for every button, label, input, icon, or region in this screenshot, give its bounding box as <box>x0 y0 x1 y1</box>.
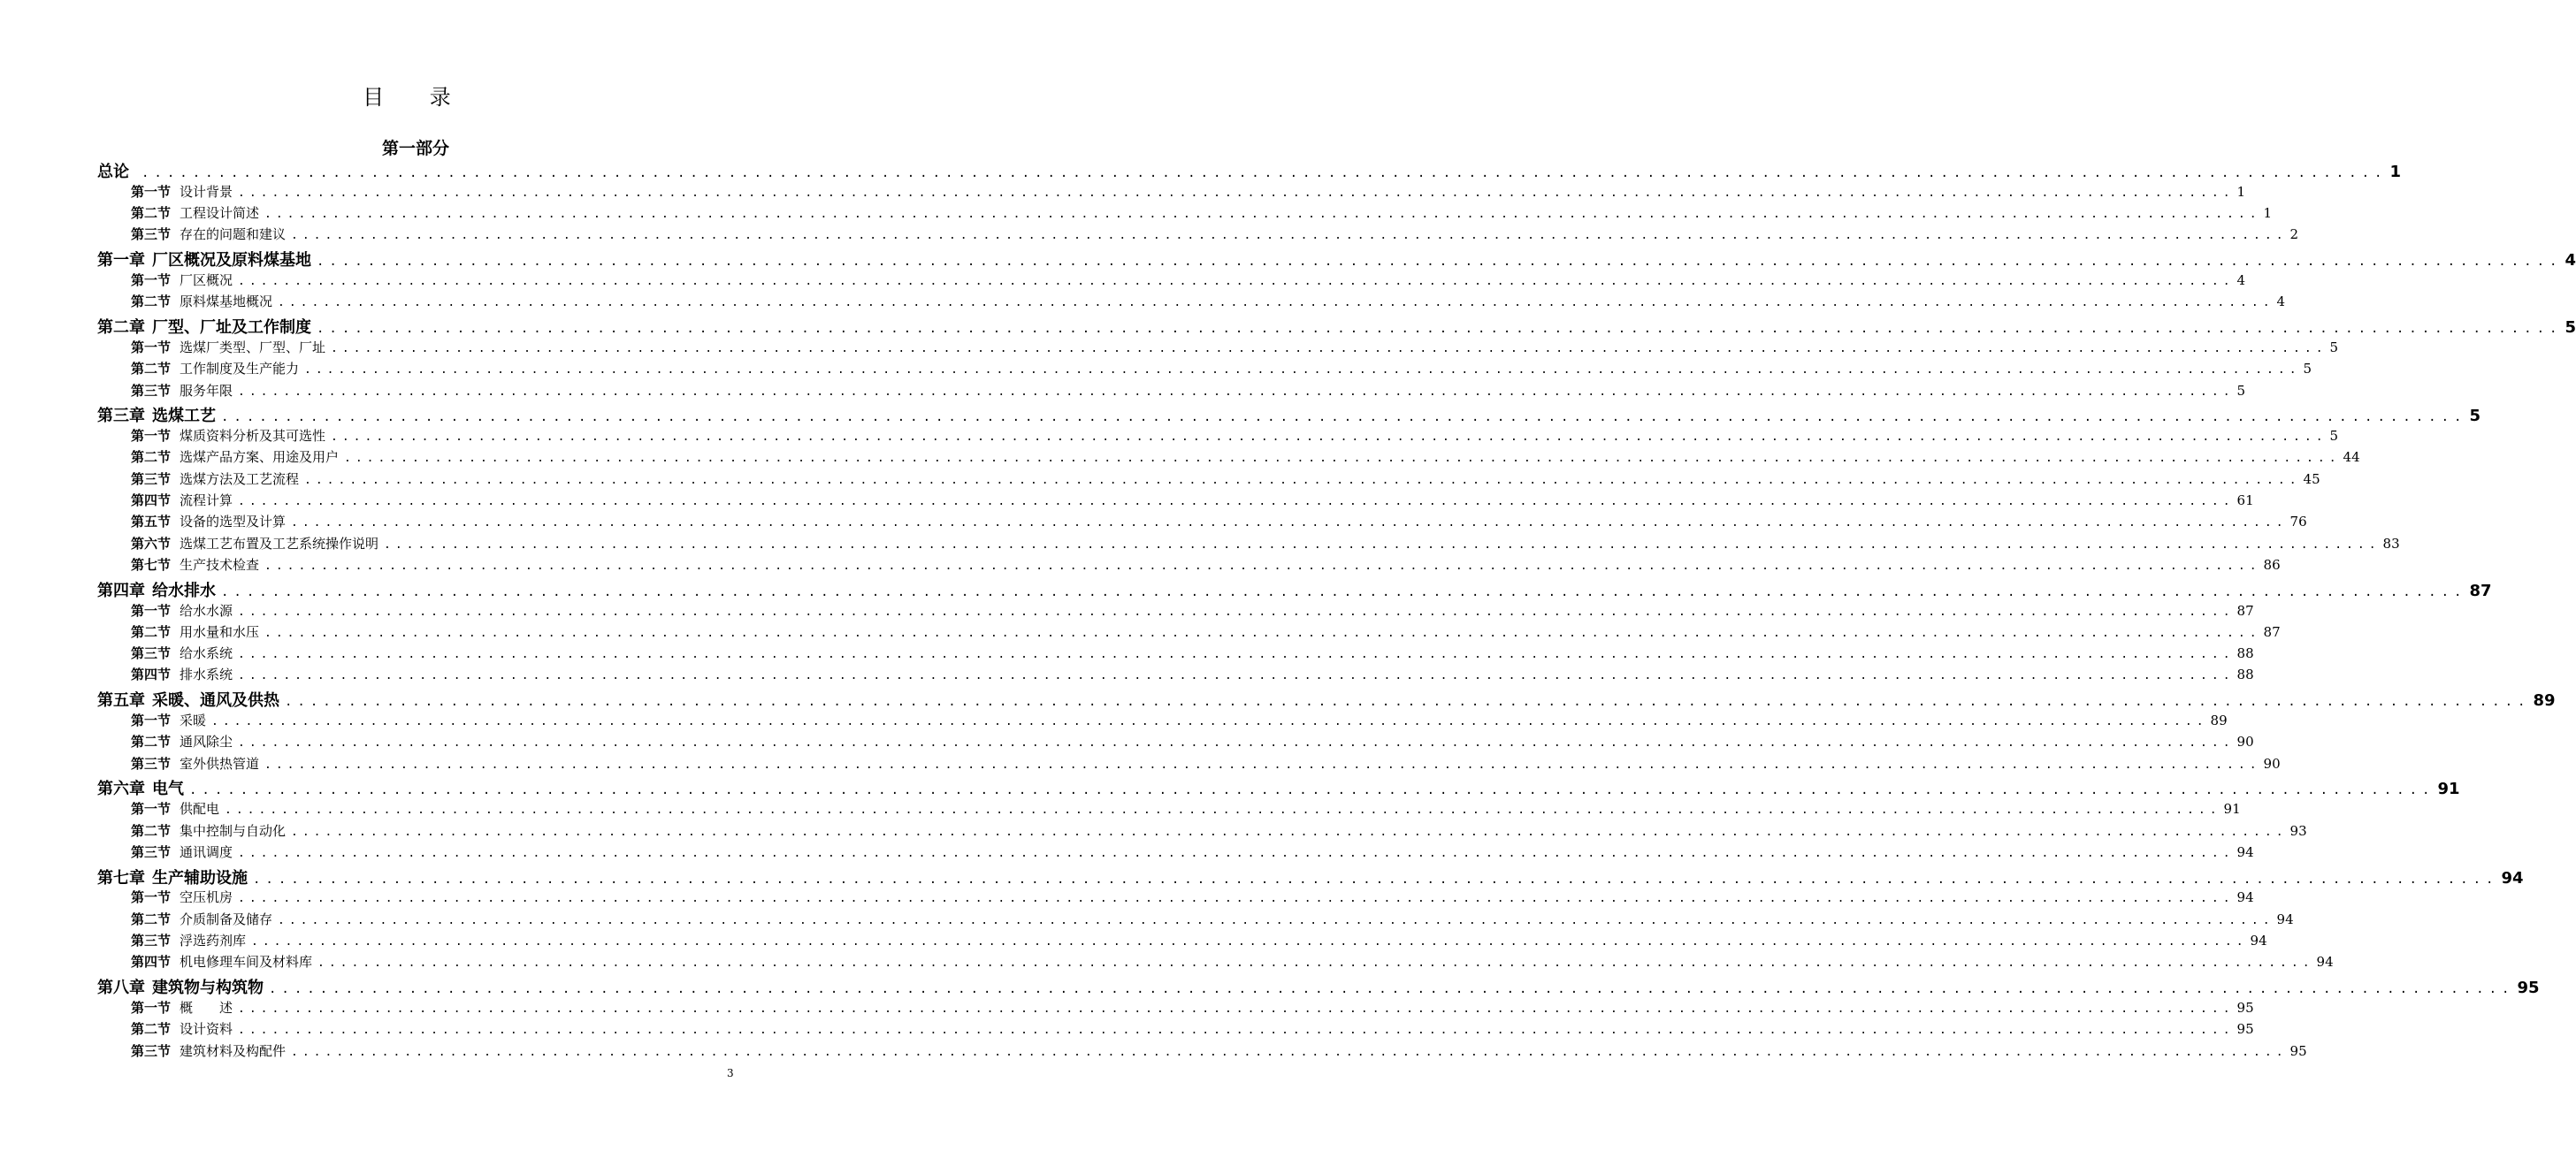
toc-section-entry[interactable] <box>131 754 2281 775</box>
entry-page-number: 5 <box>2236 382 2246 399</box>
toc-title: 目 录 <box>363 85 470 110</box>
entry-label: 第一节 <box>131 272 172 288</box>
toc-section-entry[interactable] <box>131 469 2320 491</box>
toc-section-entry[interactable] <box>131 426 2339 447</box>
dot-leader: ................................................................................................................................................................................ <box>238 495 2235 508</box>
entry-title: 给水水源 <box>180 602 233 619</box>
entry-page-number: 5 <box>2329 428 2339 445</box>
part-heading: 第一部分 <box>381 139 449 158</box>
toc-section-entry[interactable] <box>131 665 2254 686</box>
toc-chapter-entry[interactable] <box>97 248 2576 271</box>
entry-label: 第五节 <box>131 514 172 530</box>
entry-label: 第二节 <box>131 205 172 222</box>
entry-label: 第四节 <box>131 667 172 683</box>
toc-section-entry[interactable] <box>131 910 2294 931</box>
entry-title: 空压机房 <box>180 889 233 906</box>
entry-title: 厂区概况 <box>180 272 233 288</box>
entry-page-number: 95 <box>2289 1042 2307 1059</box>
page-number: 3 <box>727 1067 734 1079</box>
toc-section-entry[interactable] <box>131 888 2254 909</box>
toc-chapter-entry[interactable] <box>97 578 2492 601</box>
dot-leader: ................................................................................................................................................................................ <box>264 559 2261 573</box>
entry-title: 工程设计简述 <box>180 205 260 222</box>
dot-leader: ................................................................................................................................................................................ <box>251 935 2248 949</box>
entry-page-number: 83 <box>2382 535 2400 552</box>
entry-label: 第三节 <box>131 382 172 399</box>
toc-section-entry[interactable] <box>131 711 2228 732</box>
entry-title: 室外供热管道 <box>180 755 260 772</box>
toc-section-entry[interactable] <box>131 555 2281 576</box>
entry-label: 第二节 <box>131 623 172 640</box>
toc-section-entry[interactable] <box>131 447 2360 469</box>
entry-title: 生产辅助设施 <box>152 868 248 888</box>
entry-page-number: 5 <box>2303 361 2312 377</box>
dot-leader: ................................................................................................................................................................................ <box>238 1002 2235 1016</box>
entry-label: 第七节 <box>131 556 172 573</box>
entry-label: 第一节 <box>131 801 172 818</box>
entry-label: 总论 <box>97 163 129 181</box>
toc-section-entry[interactable] <box>131 271 2246 292</box>
entry-title: 选煤工艺布置及工艺系统操作说明 <box>180 535 379 552</box>
entry-title: 集中控制与自动化 <box>180 822 287 839</box>
entry-title: 选煤方法及工艺流程 <box>180 470 300 487</box>
toc-section-entry[interactable] <box>131 998 2254 1019</box>
entry-label: 第四章 <box>97 581 145 600</box>
entry-title: 服务年限 <box>180 382 233 399</box>
entry-label: 第八章 <box>97 979 145 998</box>
entry-title: 设计资料 <box>180 1021 233 1038</box>
dot-leader: ................................................................................................................................................................................ <box>269 982 2515 997</box>
entry-label: 第六章 <box>97 780 145 799</box>
entry-page-number: 1 <box>2236 183 2246 200</box>
entry-title: 通讯调度 <box>180 843 233 860</box>
entry-label: 第二节 <box>131 449 172 466</box>
entry-page-number: 94 <box>2276 911 2294 927</box>
toc-section-entry[interactable] <box>131 601 2254 622</box>
entry-page-number: 94 <box>2250 933 2267 949</box>
toc-section-entry[interactable] <box>131 203 2273 225</box>
entry-page-number: 86 <box>2263 556 2281 573</box>
toc-section-entry[interactable] <box>131 952 2334 973</box>
entry-label: 第五章 <box>97 691 145 711</box>
dot-leader: ................................................................................................................................................................................ <box>141 166 2388 180</box>
entry-label: 第三节 <box>131 1042 172 1059</box>
toc-chapter-entry[interactable] <box>97 315 2576 338</box>
entry-label: 第二章 <box>97 318 145 338</box>
toc-section-entry[interactable] <box>131 821 2307 842</box>
toc-section-entry[interactable] <box>131 359 2312 380</box>
entry-label: 第四节 <box>131 954 172 971</box>
toc-section-entry[interactable] <box>131 799 2241 820</box>
entry-title: 通风除尘 <box>180 734 233 751</box>
dot-leader: ................................................................................................................................................................................ <box>264 208 2261 222</box>
entry-title: 选煤厂类型、厂型、厂址 <box>180 339 326 355</box>
entry-page-number: 5 <box>2565 318 2576 338</box>
dot-leader: ................................................................................................................................................................................ <box>238 648 2235 662</box>
dot-leader: ................................................................................................................................................................................ <box>291 229 2288 243</box>
dot-leader: ................................................................................................................................................................................ <box>304 473 2301 487</box>
entry-label: 第三节 <box>131 843 172 860</box>
entry-page-number: 94 <box>2316 954 2334 971</box>
toc-section-entry[interactable] <box>131 1041 2307 1063</box>
entry-page-number: 5 <box>2469 407 2480 426</box>
toc-section-entry[interactable] <box>131 1019 2254 1040</box>
toc-chapter-entry[interactable] <box>97 403 2480 426</box>
entry-page-number: 95 <box>2236 1021 2254 1038</box>
entry-page-number: 87 <box>2236 602 2254 619</box>
entry-page-number: 4 <box>2276 293 2286 310</box>
dot-leader: ................................................................................................................................................................................ <box>264 626 2261 640</box>
toc-section-entry[interactable] <box>131 842 2254 864</box>
entry-label: 第二节 <box>131 1021 172 1038</box>
entry-page-number: 94 <box>2236 843 2254 860</box>
dot-leader: ................................................................................................................................................................................ <box>221 410 2467 425</box>
toc-chapter-entry[interactable] <box>97 865 2524 888</box>
dot-leader: ................................................................................................................................................................................ <box>238 275 2235 288</box>
entry-title: 厂型、厂址及工作制度 <box>152 318 311 338</box>
toc-section-entry[interactable] <box>131 338 2339 359</box>
entry-page-number: 44 <box>2343 449 2360 466</box>
entry-page-number: 95 <box>2517 979 2540 998</box>
entry-page-number: 94 <box>2236 889 2254 906</box>
dot-leader: ................................................................................................................................................................................ <box>344 452 2341 466</box>
entry-page-number: 4 <box>2565 251 2576 271</box>
dot-leader: ................................................................................................................................................................................ <box>221 584 2467 599</box>
dot-leader: ................................................................................................................................................................................ <box>331 431 2328 445</box>
toc-section-entry[interactable] <box>131 644 2254 665</box>
entry-title: 选煤产品方案、用途及用户 <box>180 449 340 466</box>
entry-page-number: 5 <box>2329 339 2339 355</box>
entry-page-number: 87 <box>2469 581 2492 600</box>
dot-leader: ................................................................................................................................................................................ <box>317 255 2563 270</box>
dot-leader: ................................................................................................................................................................................ <box>317 322 2563 337</box>
entry-title: 设备的选型及计算 <box>180 514 287 530</box>
entry-title: 浮选药剂库 <box>180 933 247 949</box>
dot-leader: ................................................................................................................................................................................ <box>238 736 2235 751</box>
dot-leader: ................................................................................................................................................................................ <box>225 804 2221 818</box>
entry-page-number: 2 <box>2289 226 2299 243</box>
entry-title: 建筑物与构筑物 <box>152 979 264 998</box>
toc-section-entry[interactable] <box>131 381 2246 402</box>
entry-label: 第一节 <box>131 999 172 1016</box>
entry-title: 采暖 <box>180 713 207 728</box>
entry-label: 第四节 <box>131 492 172 508</box>
dot-leader: ................................................................................................................................................................................ <box>238 892 2235 906</box>
entry-title: 设计背景 <box>180 183 233 200</box>
entry-page-number: 61 <box>2236 492 2254 508</box>
entry-label: 第一节 <box>131 339 172 355</box>
entry-label: 第七章 <box>97 868 145 888</box>
entry-label: 第六节 <box>131 535 172 552</box>
dot-leader: ................................................................................................................................................................................ <box>291 516 2288 530</box>
entry-title: 流程计算 <box>180 492 233 508</box>
entry-label: 第一节 <box>131 713 172 728</box>
entry-page-number: 4 <box>2236 272 2246 288</box>
entry-page-number: 93 <box>2289 822 2307 839</box>
entry-label: 第二节 <box>131 822 172 839</box>
dot-leader: ................................................................................................................................................................................ <box>331 341 2328 355</box>
entry-label: 第三章 <box>97 407 145 426</box>
toc-chapter-entry[interactable] <box>97 688 2556 711</box>
entry-page-number: 88 <box>2236 667 2254 683</box>
entry-title: 机电修理车间及材料库 <box>180 954 313 971</box>
dot-leader: ................................................................................................................................................................................ <box>189 783 2435 798</box>
toc-chapter-entry[interactable] <box>97 776 2460 799</box>
entry-label: 第一节 <box>131 602 172 619</box>
entry-title: 给水排水 <box>152 581 216 600</box>
dot-leader: ................................................................................................................................................................................ <box>211 715 2208 728</box>
toc-section-entry[interactable] <box>131 512 2307 533</box>
entry-title: 存在的问题和建议 <box>180 226 287 243</box>
entry-label: 第二节 <box>131 911 172 927</box>
entry-title: 厂区概况及原料煤基地 <box>152 251 311 271</box>
toc-section-entry[interactable] <box>131 182 2246 203</box>
entry-page-number: 89 <box>2210 713 2228 728</box>
dot-leader: ................................................................................................................................................................................ <box>291 1045 2288 1059</box>
toc-section-entry[interactable] <box>131 732 2254 753</box>
entry-page-number: 1 <box>2263 205 2273 222</box>
entry-page-number: 88 <box>2236 645 2254 662</box>
entry-title: 介质制备及储存 <box>180 911 273 927</box>
dot-leader: ................................................................................................................................................................................ <box>238 669 2235 683</box>
entry-label: 第三节 <box>131 755 172 772</box>
dot-leader: ................................................................................................................................................................................ <box>238 1024 2235 1038</box>
entry-title: 选煤工艺 <box>152 407 216 426</box>
dot-leader: ................................................................................................................................................................................ <box>317 957 2314 971</box>
entry-label: 第三节 <box>131 645 172 662</box>
toc-section-entry[interactable] <box>131 225 2299 246</box>
entry-page-number: 95 <box>2236 999 2254 1016</box>
entry-label: 第三节 <box>131 470 172 487</box>
dot-leader: ................................................................................................................................................................................ <box>384 537 2381 552</box>
entry-label: 第二节 <box>131 734 172 751</box>
entry-page-number: 76 <box>2289 514 2307 530</box>
entry-title: 给水系统 <box>180 645 233 662</box>
entry-title: 原料煤基地概况 <box>180 293 273 310</box>
entry-page-number: 87 <box>2263 623 2281 640</box>
toc-section-entry[interactable] <box>131 292 2286 313</box>
entry-title: 排水系统 <box>180 667 233 683</box>
entry-title: 生产技术检查 <box>180 556 260 573</box>
entry-label: 第三节 <box>131 226 172 243</box>
entry-title: 采暖、通风及供热 <box>152 691 279 711</box>
entry-page-number: 1 <box>2389 163 2401 181</box>
dot-leader: ................................................................................................................................................................................ <box>304 363 2301 377</box>
entry-title: 电气 <box>152 780 184 799</box>
entry-page-number: 89 <box>2533 691 2556 711</box>
toc-chapter-entry[interactable] <box>97 975 2540 998</box>
toc-section-entry[interactable] <box>131 534 2400 555</box>
entry-page-number: 91 <box>2437 780 2460 799</box>
entry-title: 概 述 <box>180 999 233 1016</box>
toc-section-entry[interactable] <box>131 622 2281 644</box>
dot-leader: ................................................................................................................................................................................ <box>253 872 2499 887</box>
entry-page-number: 90 <box>2236 734 2254 751</box>
entry-page-number: 45 <box>2303 470 2320 487</box>
dot-leader: ................................................................................................................................................................................ <box>238 605 2235 619</box>
entry-title: 供配电 <box>180 801 220 818</box>
entry-page-number: 90 <box>2263 755 2281 772</box>
entry-label: 第一节 <box>131 889 172 906</box>
dot-leader: ................................................................................................................................................................................ <box>238 186 2235 200</box>
dot-leader: ................................................................................................................................................................................ <box>278 913 2274 927</box>
entry-page-number: 94 <box>2501 868 2524 888</box>
entry-label: 第二节 <box>131 361 172 377</box>
entry-label: 第三节 <box>131 933 172 949</box>
toc-chapter-entry[interactable] <box>97 159 2401 182</box>
entry-title: 用水量和水压 <box>180 623 260 640</box>
dot-leader: ................................................................................................................................................................................ <box>238 385 2235 399</box>
dot-leader: ................................................................................................................................................................................ <box>264 758 2261 772</box>
entry-page-number: 91 <box>2223 801 2241 818</box>
entry-label: 第二节 <box>131 293 172 310</box>
toc-section-entry[interactable] <box>131 491 2254 512</box>
entry-title: 建筑材料及构配件 <box>180 1042 287 1059</box>
entry-label: 第一章 <box>97 251 145 271</box>
entry-label: 第一节 <box>131 183 172 200</box>
entry-label: 第一节 <box>131 428 172 445</box>
entry-title: 煤质资料分析及其可选性 <box>180 428 326 445</box>
dot-leader: ................................................................................................................................................................................ <box>278 296 2274 310</box>
entry-title: 工作制度及生产能力 <box>180 361 300 377</box>
dot-leader: ................................................................................................................................................................................ <box>285 695 2531 710</box>
toc-section-entry[interactable] <box>131 931 2267 952</box>
dot-leader: ................................................................................................................................................................................ <box>291 825 2288 839</box>
dot-leader: ................................................................................................................................................................................ <box>238 846 2235 860</box>
